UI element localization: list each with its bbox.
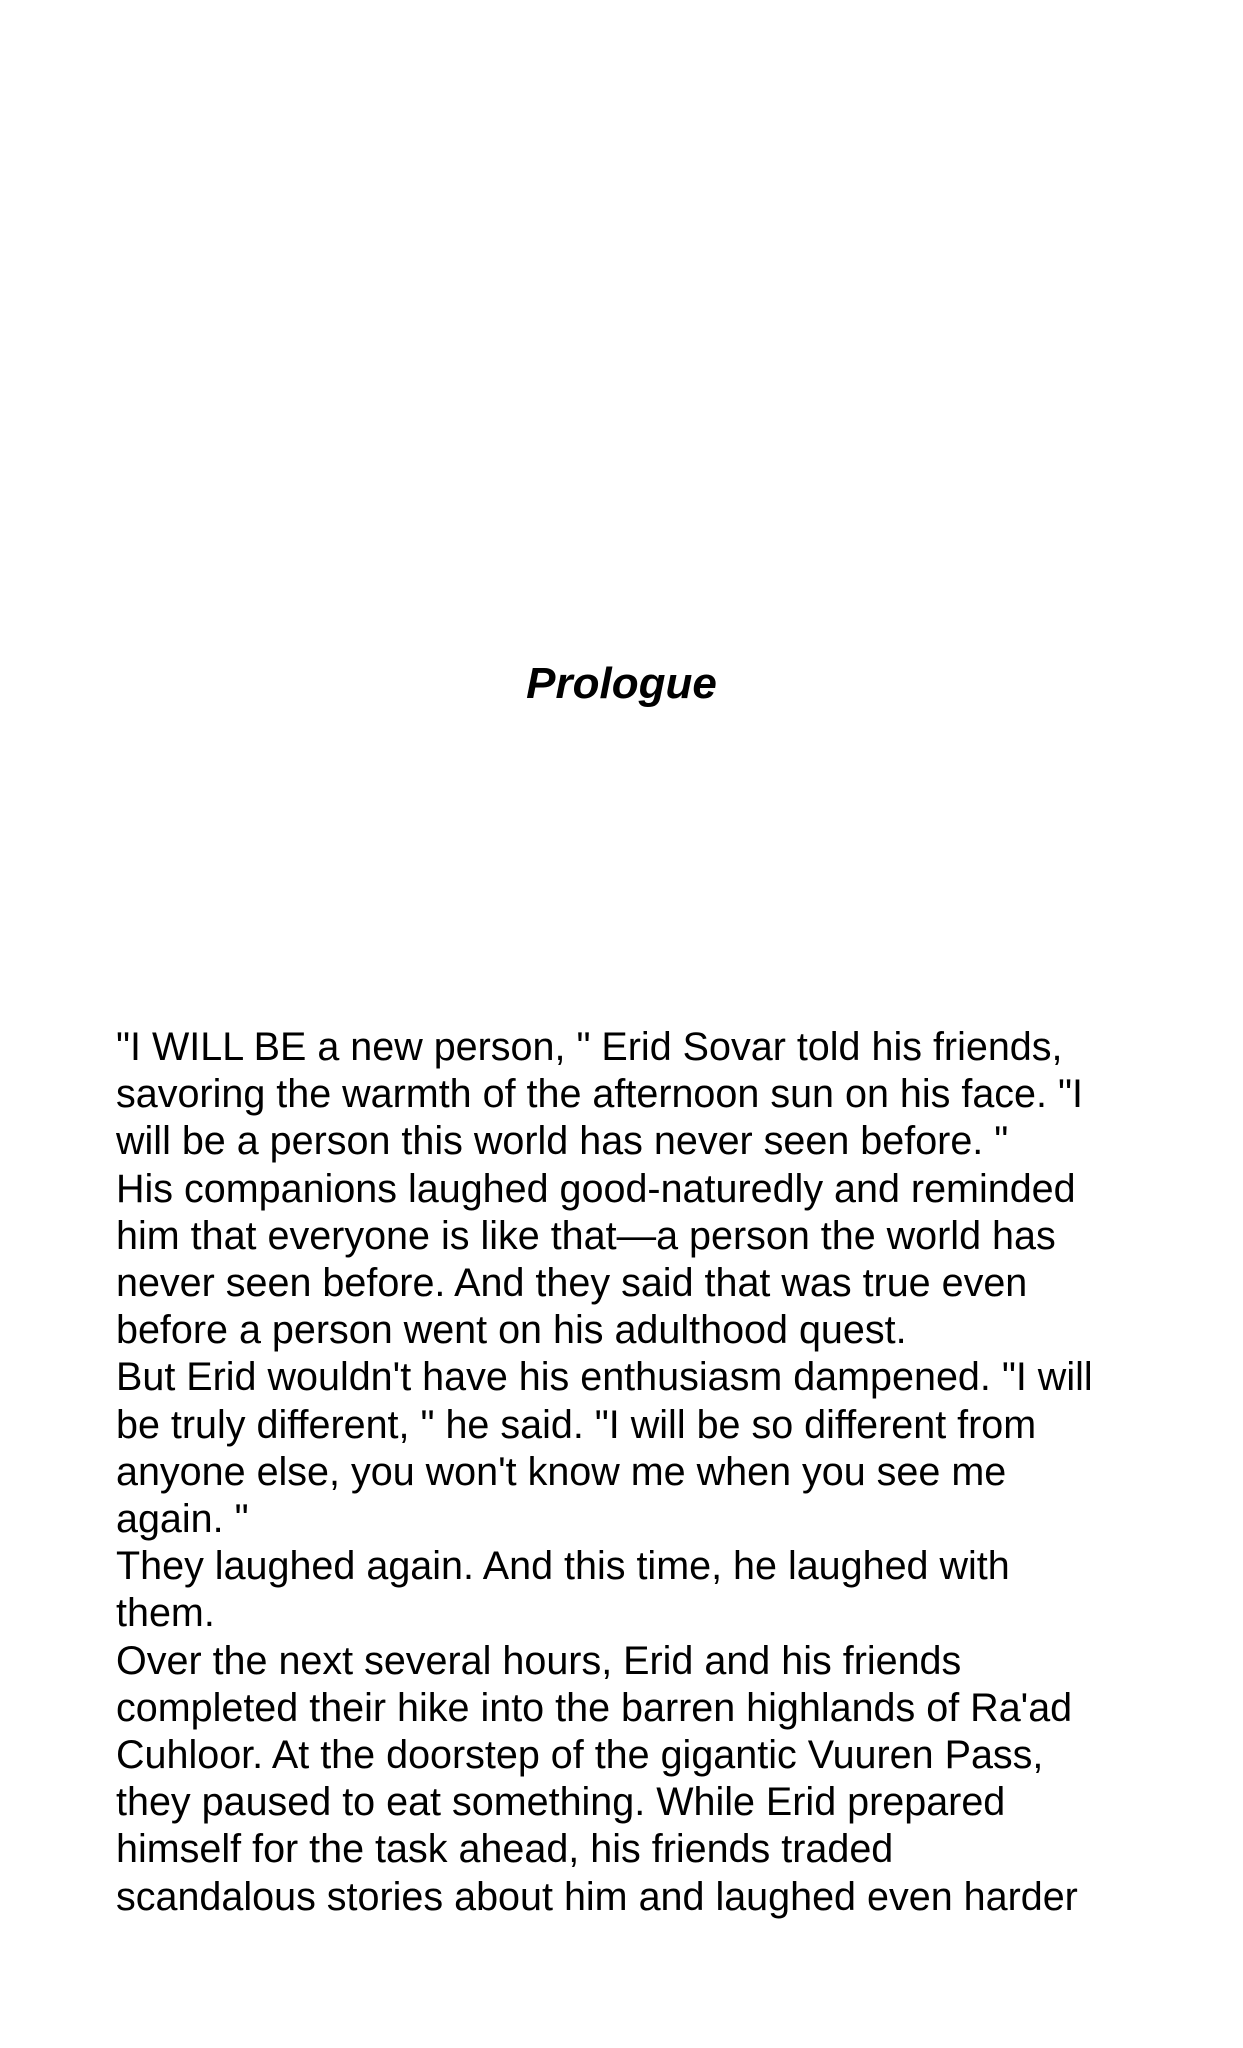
body-text <box>116 1024 1216 1921</box>
text-line: His companions laughed good-naturedly and reminded <box>116 1166 1076 1211</box>
text-line: But Erid wouldn't have his enthusiasm dampened. "I will <box>116 1355 1093 1400</box>
text-line: anyone else, you won't know me when you see me <box>116 1449 1007 1494</box>
text-line: never seen before. And they said that was true even <box>116 1261 1028 1306</box>
text-line: himself for the task ahead, his friends traded <box>116 1827 894 1872</box>
text-line: scandalous stories about him and laughed even harder <box>116 1874 1078 1919</box>
text-line: before a person went on his adulthood quest. <box>116 1308 907 1353</box>
text-line: they paused to eat something. While Erid prepared <box>116 1780 1006 1825</box>
text-line: "I WILL BE a new person, " Erid Sovar told his friends, <box>116 1025 1063 1069</box>
text-line: completed their hike into the barren highlands of Ra'ad <box>116 1685 1073 1730</box>
text-line: They laughed again. And this time, he laughed with <box>116 1544 1010 1589</box>
text-line: them. <box>116 1591 215 1636</box>
chapter-title: Prologue <box>526 659 717 708</box>
text-line: will be a person this world has never seen before. " <box>116 1119 1009 1164</box>
text-line: him that everyone is like that—a person the world has <box>116 1213 1056 1258</box>
text-line: savoring the warmth of the afternoon sun on his face. "I <box>116 1072 1083 1117</box>
text-line: Over the next several hours, Erid and his friends <box>116 1638 962 1683</box>
text-line: be truly different, " he said. "I will be so different from <box>116 1402 1037 1447</box>
text-line: again. " <box>116 1497 249 1542</box>
text-line: Cuhloor. At the doorstep of the gigantic Vuuren Pass, <box>116 1733 1044 1778</box>
